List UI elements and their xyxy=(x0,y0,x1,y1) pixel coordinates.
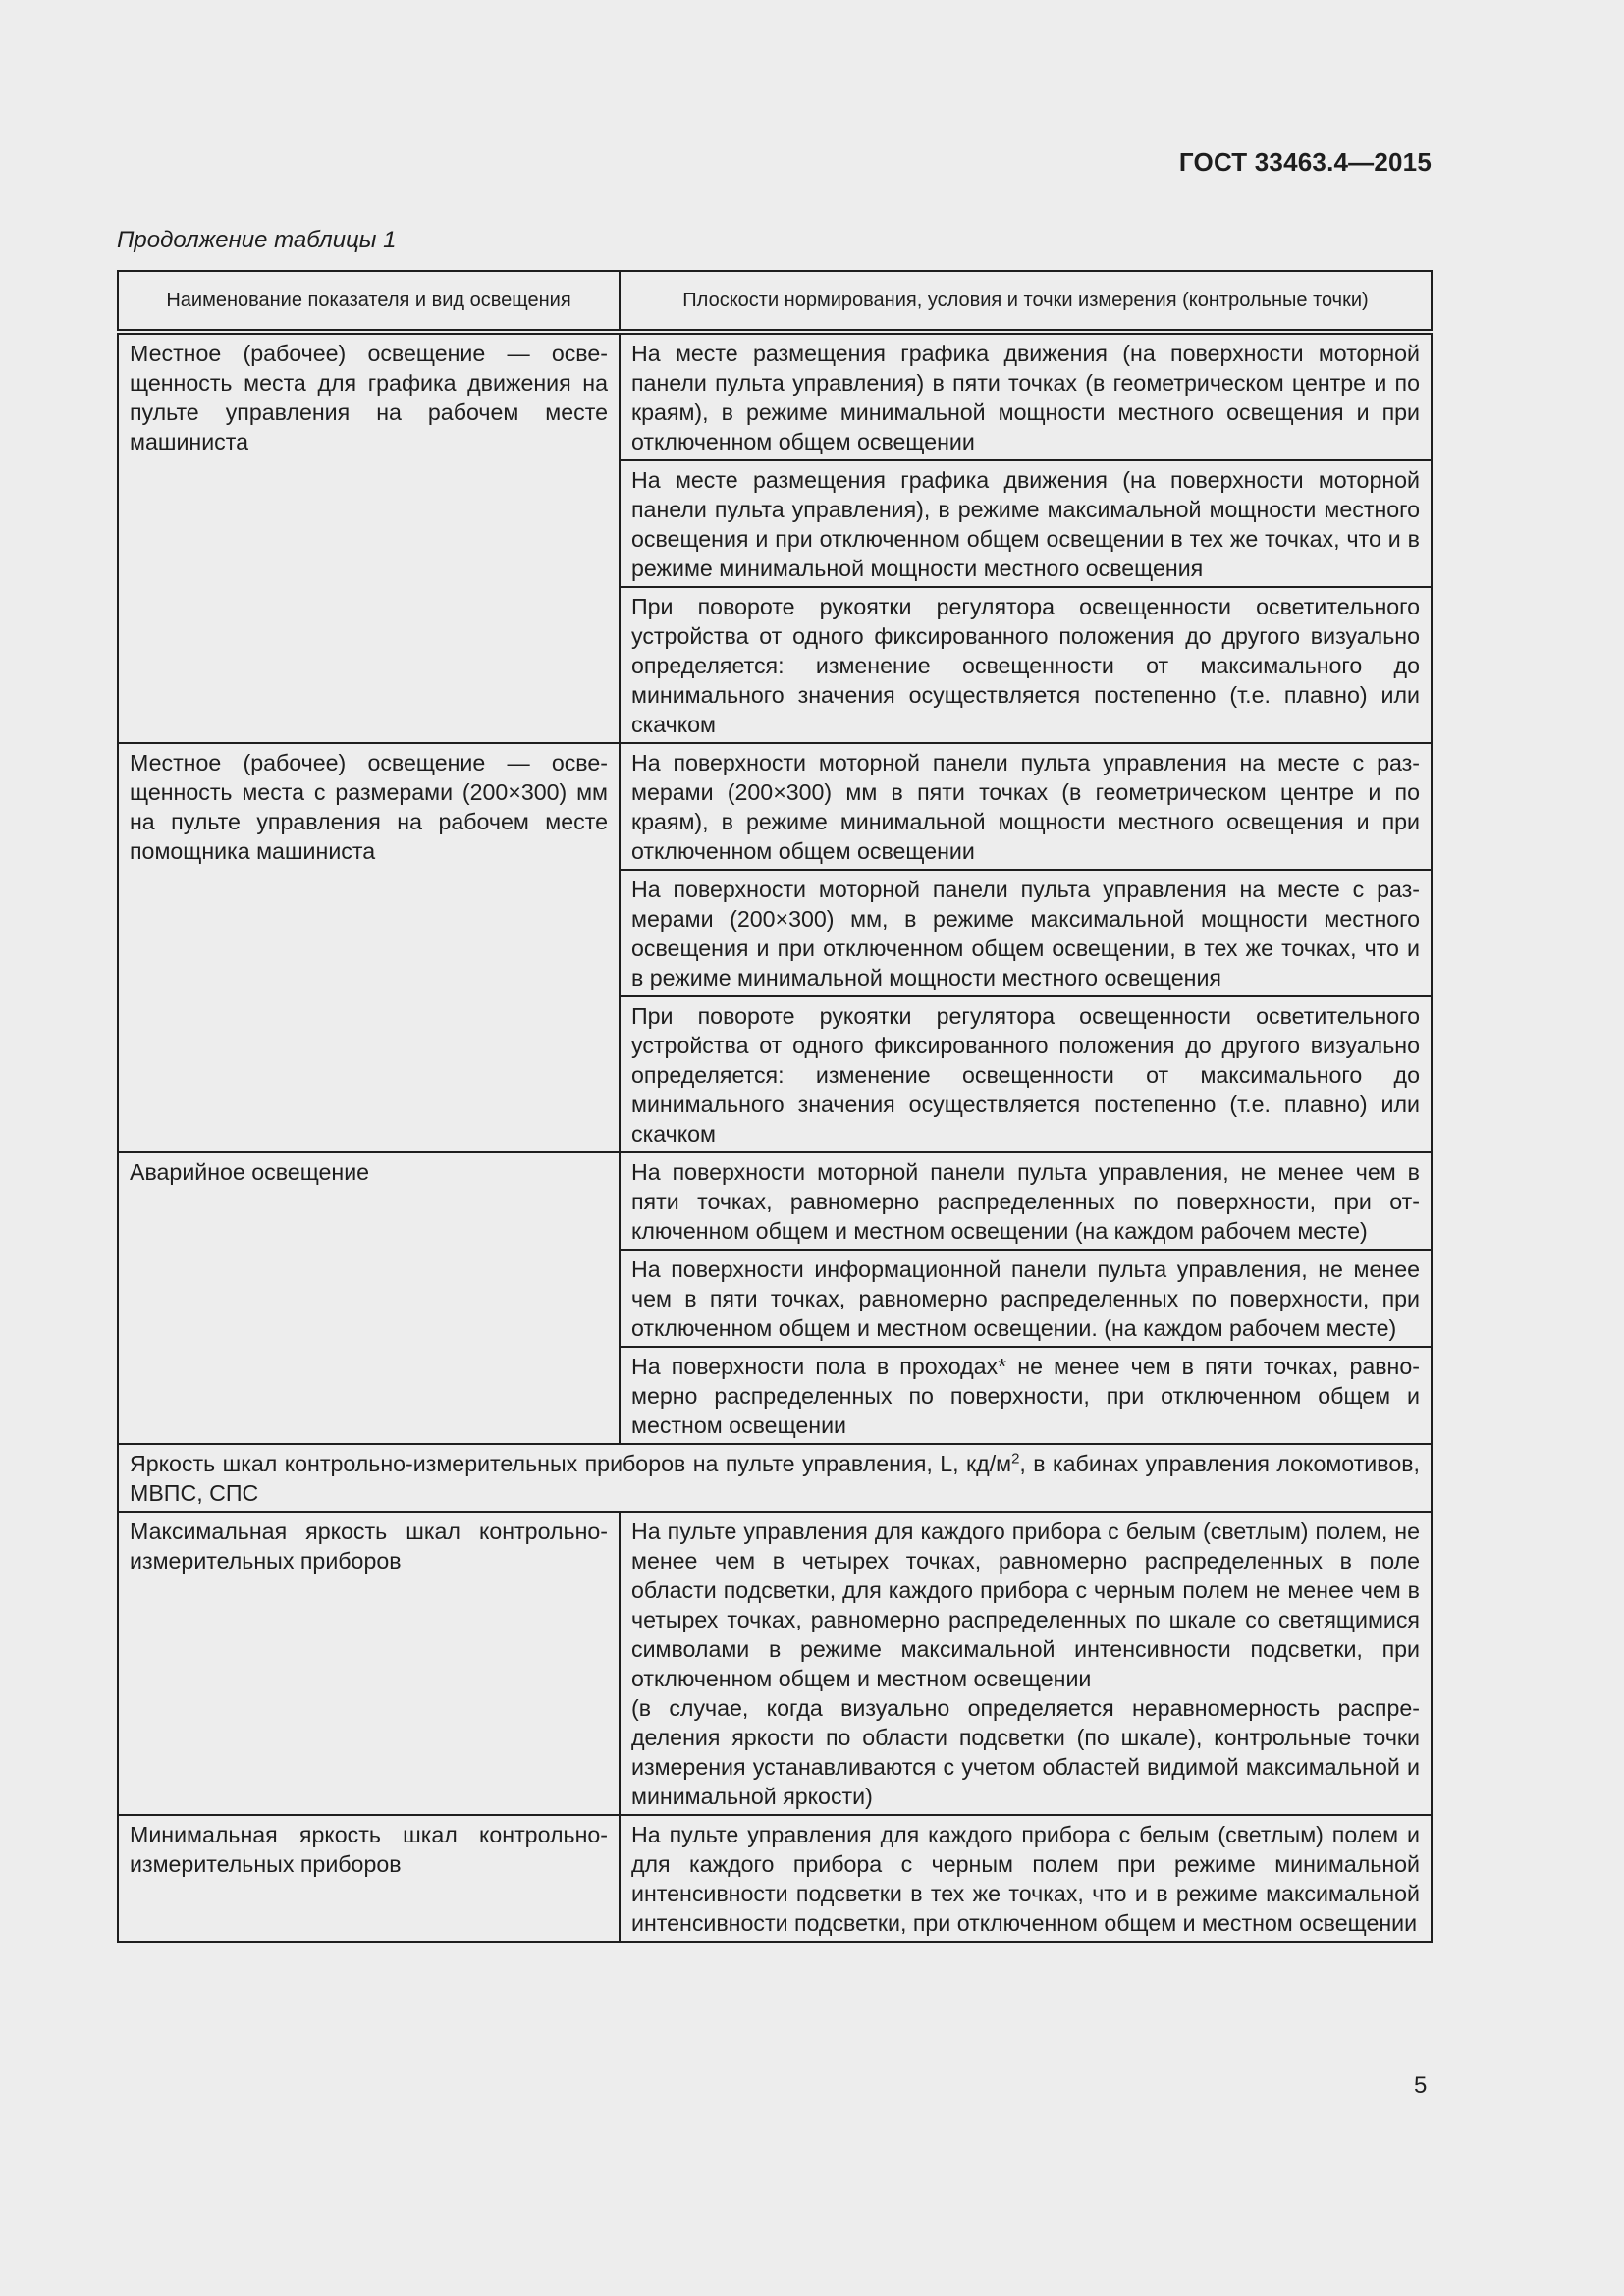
column-header-conditions: Плоскости нормирования, условия и точки измерения (контрольные точки) xyxy=(620,271,1432,332)
table-row xyxy=(118,743,1432,870)
section-heading-text: Яркость шкал контрольно-измерительных приборов на пульте управления, L, кд/м xyxy=(130,1451,1012,1476)
column-header-indicator: Наименование показателя и вид освещения xyxy=(118,271,620,332)
indicator-cell: Местное (рабочее) освещение — освещенность места для графика движения на пульте управления на рабочем месте машиниста xyxy=(118,332,620,743)
page-number: 5 xyxy=(1414,2072,1428,2099)
table-row xyxy=(118,1512,1432,1815)
indicator-cell: Максимальная яркость шкал контрольно-измерительных приборов xyxy=(118,1512,620,1815)
condition-cell: На пульте управления для каждого прибора с белым (светлым) полем и для каждого прибора с черным полем при режиме минимальной интенсивности подсветки в тех же точках, что и в режиме максимальной интенсивности подсветки, при отключенном общем и местном освещении xyxy=(620,1815,1432,1942)
condition-cell: На месте размещения графика движения (на поверхности моторной панели пульта управления) в пяти точках (в геометрическом центре и по краям), в режиме минимальной мощности местного освещения и при отключенном общем освещении xyxy=(620,332,1432,460)
condition-paragraph: На пульте управления для каждого прибора с белым (светлым) полем, не менее чем в четырех точках, равномерно распределенных в поле области подсветки, для каждого прибора с черным полем не менее чем в четырех точках, равномерно распределенных по шкале со светящимися символами в режиме максимальной интенсивности подсветки, при отключенном общем и местном освещении xyxy=(631,1519,1420,1691)
indicator-cell: Местное (рабочее) освещение — освещенность места с размерами (200×300) мм на пульте управления на рабочем месте помощника машиниста xyxy=(118,743,620,1152)
section-heading-text-end: , в кабинах управления локомотивов, МВПС, СПС xyxy=(130,1451,1420,1506)
condition-cell: На поверхности моторной панели пульта управления на месте с размерами (200×300) мм в пяти точках (в геометрическом центре и по краям), в режиме минимальной мощности местного освещения и при отключенном общем освещении xyxy=(620,743,1432,870)
table-row xyxy=(118,332,1432,460)
section-heading-cell xyxy=(118,1444,1432,1512)
condition-cell xyxy=(620,1512,1432,1815)
indicator-cell: Аварийное освещение xyxy=(118,1152,620,1444)
table-row xyxy=(118,1815,1432,1942)
norms-table xyxy=(117,270,1433,1943)
unit-exponent: 2 xyxy=(1011,1450,1020,1468)
table-continuation-caption: Продолжение таблицы 1 xyxy=(117,227,397,253)
table-header-row xyxy=(118,271,1432,332)
condition-cell: На поверхности моторной панели пульта управления на месте с размерами (200×300) мм, в режиме максимальной мощности местного освещения и при отключенном общем освещении, в тех же точках, что и в режиме минимальной мощности местного освещения xyxy=(620,870,1432,996)
condition-cell: На месте размещения графика движения (на поверхности моторной панели пульта управления), в режиме максимальной мощности местного освещения и при отключенном общем освещении в тех же точках, что и в режиме минимальной мощности местного освещения xyxy=(620,460,1432,587)
indicator-cell: Минимальная яркость шкал контрольно-измерительных приборов xyxy=(118,1815,620,1942)
condition-cell: На поверхности пола в проходах* не менее чем в пяти точках, равномерно распределенных по поверхности, при отключенном общем и местном освещении xyxy=(620,1347,1432,1444)
condition-cell: На поверхности моторной панели пульта управления, не менее чем в пяти точках, равномерно распределенных по поверхности, при отключенном общем и местном освещении (на каждом рабочем месте) xyxy=(620,1152,1432,1250)
condition-cell: При повороте рукоятки регулятора освещенности осветительного устройства от одного фиксированного положения до другого визуально определяется: изменение освещенности от максимального до минимального значения осуществляется постепенно (т.е. плавно) или скачком xyxy=(620,996,1432,1152)
condition-cell: При повороте рукоятки регулятора освещенности осветительного устройства от одного фиксированного положения до другого визуально определяется: изменение освещенности от максимального до минимального значения осуществляется постепенно (т.е. плавно) или скачком xyxy=(620,587,1432,743)
table-row xyxy=(118,1152,1432,1250)
table-section-row xyxy=(118,1444,1432,1512)
condition-cell: На поверхности информационной панели пульта управления, не менее чем в пяти точках, равномерно распределенных по поверхности, при отключенном общем и местном освещении. (на каждом рабочем месте) xyxy=(620,1250,1432,1347)
document-code: ГОСТ 33463.4—2015 xyxy=(1178,147,1432,177)
condition-paragraph: (в случае, когда визуально определяется неравномерность распределения яркости по области подсветки (по шкале), контрольные точки измерения устанавливаются с учетом областей видимой максимальной и минимальной яркости) xyxy=(631,1695,1420,1809)
